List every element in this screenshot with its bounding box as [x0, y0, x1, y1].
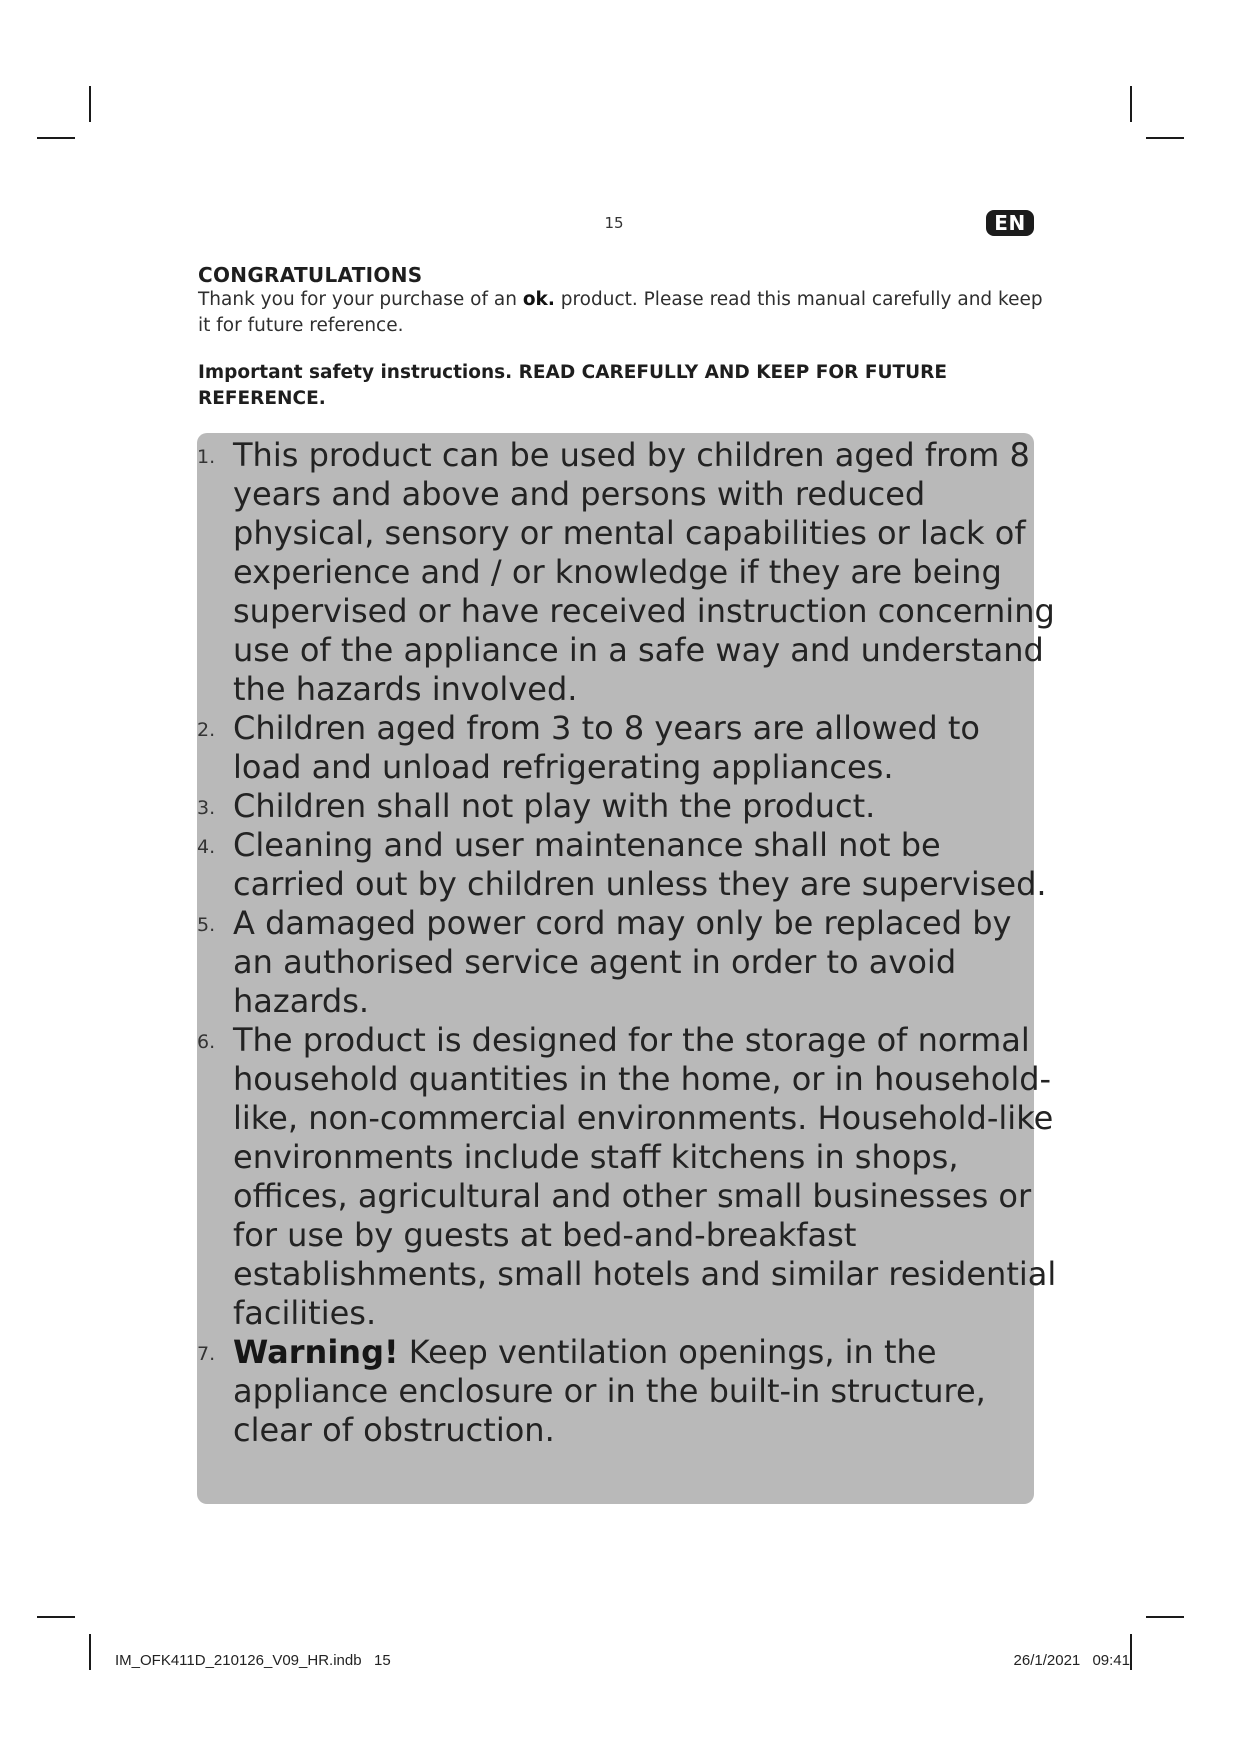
warning-item-1: [197, 436, 1057, 709]
warning-item-4: [197, 826, 1057, 904]
warning-item-3: [197, 787, 1057, 826]
footer-date: 26/1/2021: [1013, 1652, 1081, 1669]
warning-text: Keep ventilation openings, in the appliance enclosure or in the built-in structure, clear of obstruction.: [233, 1333, 986, 1449]
crop-mark-bottom-right-horizontal: [1146, 1616, 1184, 1618]
footer-timestamp: [890, 1652, 1130, 1669]
warning-number: 5 .: [197, 904, 215, 947]
crop-mark-bottom-right-vertical: [1130, 1634, 1132, 1670]
intro-text-start: Thank you for your purchase of an: [198, 289, 523, 310]
warning-number: 2 .: [197, 709, 215, 752]
warning-number: 6 .: [197, 1021, 215, 1064]
warning-text: Children shall not play with the product.: [233, 787, 876, 825]
crop-mark-top-left-horizontal: [37, 137, 75, 139]
crop-mark-top-right-vertical: [1130, 86, 1132, 122]
crop-mark-top-left-vertical: [89, 86, 91, 122]
footer-file-name: IM_OFK411D_210126_V09_HR.indb 15: [115, 1652, 391, 1669]
warning-number: 3 .: [197, 787, 215, 830]
warning-text: Cleaning and user maintenance shall not be carried out by children unless they are supervised.: [233, 826, 1047, 903]
page-number: 15: [604, 214, 624, 232]
warning-text: Children aged from 3 to 8 years are allowed to load and unload refrigerating appliances.: [233, 709, 980, 786]
crop-mark-bottom-left-horizontal: [37, 1616, 75, 1618]
warning-number: 4 .: [197, 826, 215, 869]
safety-instructions-heading: Important safety instructions. READ CAREFULLY AND KEEP FOR FUTURE REFERENCE.: [198, 362, 948, 409]
warning-number: 1 .: [197, 436, 215, 479]
warning-item-2: [197, 709, 1057, 787]
intro-text-end: product. Please read this manual carefully and keep it for future reference.: [198, 289, 1043, 336]
warning-text: A damaged power cord may only be replaced by an authorised service agent in order to avoid hazards.: [233, 904, 1012, 1020]
language-badge: EN: [986, 210, 1034, 236]
crop-mark-bottom-left-vertical: [89, 1634, 91, 1670]
crop-mark-top-right-horizontal: [1146, 137, 1184, 139]
intro-paragraph: [198, 287, 1048, 338]
warning-item-7: [197, 1333, 1057, 1450]
congratulations-heading: CONGRATULATIONS: [198, 263, 423, 287]
warning-number: 7 .: [197, 1333, 215, 1376]
warning-text: The product is designed for the storage of normal household quantities in the home, or in household-like, non-commercial environments. Household-like environments include staff kitchens in shops, offices, agricultural and other small businesses or for use by guests at bed-and-breakfast establishments, small hotels and similar residential facilities.: [233, 1021, 1057, 1332]
footer-time: 09:41: [1092, 1652, 1130, 1669]
warning-item-5: [197, 904, 1057, 1021]
warning-label: Warning!: [233, 1333, 399, 1371]
brand-name: ok.: [522, 289, 555, 310]
warning-text: This product can be used by children aged from 8 years and above and persons with reduced physical, sensory or mental capabilities or lack of experience and / or knowledge if they are being supervised or have received instruction concerning use of the appliance in a safe way and understand the hazards involved.: [233, 436, 1055, 708]
safety-warnings-list: [197, 436, 1057, 1450]
warning-item-6: [197, 1021, 1057, 1333]
